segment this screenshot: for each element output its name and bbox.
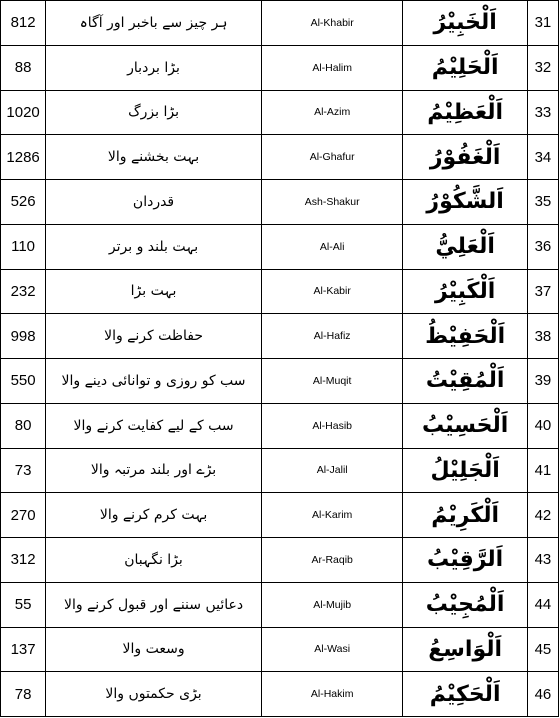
numeric-value-cell: 1286	[1, 135, 46, 180]
row-number-cell: 33	[527, 90, 558, 135]
row-number-cell: 35	[527, 180, 558, 225]
arabic-name-cell: اَلْمُقِيْتُ	[403, 359, 527, 404]
arabic-name-cell: اَلرَّقِيْبُ	[403, 538, 527, 583]
row-number-cell: 34	[527, 135, 558, 180]
row-number-cell: 37	[527, 269, 558, 314]
numeric-value-cell: 270	[1, 493, 46, 538]
arabic-name-cell: اَلْكَبِيْرُ	[403, 269, 527, 314]
numeric-value-cell: 812	[1, 1, 46, 46]
row-number-cell: 44	[527, 582, 558, 627]
table-row	[1, 493, 559, 538]
table-row	[1, 135, 559, 180]
row-number-cell: 36	[527, 224, 558, 269]
arabic-name-cell: اَلْمُجِيْبُ	[403, 582, 527, 627]
table-row	[1, 269, 559, 314]
urdu-meaning-cell: بڑی حکمتوں والا	[46, 672, 262, 717]
table-row	[1, 538, 559, 583]
table-row	[1, 403, 559, 448]
urdu-meaning-cell: سب کو روزی و توانائی دینے والا	[46, 359, 262, 404]
arabic-name-cell: اَلْكَرِيْمُ	[403, 493, 527, 538]
arabic-name-cell: اَلشَّكُوْرُ	[403, 180, 527, 225]
arabic-name-cell: اَلْعَلِيُّ	[403, 224, 527, 269]
urdu-meaning-cell: بہت بخشنے والا	[46, 135, 262, 180]
transliteration-cell: Al-Ghafur	[261, 135, 403, 180]
transliteration-cell: Ash-Shakur	[261, 180, 403, 225]
row-number-cell: 40	[527, 403, 558, 448]
row-number-cell: 31	[527, 1, 558, 46]
urdu-meaning-cell: بڑا بردبار	[46, 45, 262, 90]
numeric-value-cell: 73	[1, 448, 46, 493]
arabic-name-cell: اَلْخَبِيْرُ	[403, 1, 527, 46]
table-row	[1, 180, 559, 225]
urdu-meaning-cell: وسعت والا	[46, 627, 262, 672]
arabic-name-cell: اَلْجَلِيْلُ	[403, 448, 527, 493]
numeric-value-cell: 55	[1, 582, 46, 627]
table-row	[1, 90, 559, 135]
row-number-cell: 39	[527, 359, 558, 404]
urdu-meaning-cell: بڑا نگہبان	[46, 538, 262, 583]
row-number-cell: 43	[527, 538, 558, 583]
numeric-value-cell: 110	[1, 224, 46, 269]
arabic-name-cell: اَلْحَلِيْمُ	[403, 45, 527, 90]
transliteration-cell: Al-Muqit	[261, 359, 403, 404]
transliteration-cell: Al-Kabir	[261, 269, 403, 314]
numeric-value-cell: 998	[1, 314, 46, 359]
transliteration-cell: Al-Hafiz	[261, 314, 403, 359]
urdu-meaning-cell: حفاظت کرنے والا	[46, 314, 262, 359]
table-row	[1, 359, 559, 404]
numeric-value-cell: 1020	[1, 90, 46, 135]
table-row	[1, 224, 559, 269]
table-row	[1, 45, 559, 90]
transliteration-cell: Al-Karim	[261, 493, 403, 538]
transliteration-cell: Al-Halim	[261, 45, 403, 90]
transliteration-cell: Al-Jalil	[261, 448, 403, 493]
urdu-meaning-cell: بہت کرم کرنے والا	[46, 493, 262, 538]
urdu-meaning-cell: بڑا بزرگ	[46, 90, 262, 135]
row-number-cell: 42	[527, 493, 558, 538]
urdu-meaning-cell: سب کے لیے کفایت کرنے والا	[46, 403, 262, 448]
names-table-body	[1, 1, 559, 717]
urdu-meaning-cell: بہت بلند و برتر	[46, 224, 262, 269]
numeric-value-cell: 526	[1, 180, 46, 225]
row-number-cell: 38	[527, 314, 558, 359]
table-row	[1, 1, 559, 46]
arabic-name-cell: اَلْحَفِيْظُ	[403, 314, 527, 359]
numeric-value-cell: 137	[1, 627, 46, 672]
table-row	[1, 627, 559, 672]
table-row	[1, 448, 559, 493]
table-row	[1, 672, 559, 717]
table-row	[1, 314, 559, 359]
numeric-value-cell: 550	[1, 359, 46, 404]
arabic-name-cell: اَلْغَفُوْرُ	[403, 135, 527, 180]
transliteration-cell: Ar-Raqib	[261, 538, 403, 583]
table-row	[1, 582, 559, 627]
numeric-value-cell: 232	[1, 269, 46, 314]
row-number-cell: 32	[527, 45, 558, 90]
transliteration-cell: Al-Khabir	[261, 1, 403, 46]
row-number-cell: 46	[527, 672, 558, 717]
transliteration-cell: Al-Hakim	[261, 672, 403, 717]
urdu-meaning-cell: ہر چیز سے باخبر اور آگاہ	[46, 1, 262, 46]
numeric-value-cell: 80	[1, 403, 46, 448]
urdu-meaning-cell: دعائیں سننے اور قبول کرنے والا	[46, 582, 262, 627]
numeric-value-cell: 312	[1, 538, 46, 583]
arabic-name-cell: اَلْحَسِيْبُ	[403, 403, 527, 448]
transliteration-cell: Al-Hasib	[261, 403, 403, 448]
urdu-meaning-cell: بہت بڑا	[46, 269, 262, 314]
numeric-value-cell: 78	[1, 672, 46, 717]
row-number-cell: 41	[527, 448, 558, 493]
transliteration-cell: Al-Azim	[261, 90, 403, 135]
arabic-name-cell: اَلْوَاسِعُ	[403, 627, 527, 672]
transliteration-cell: Al-Ali	[261, 224, 403, 269]
urdu-meaning-cell: بڑے اور بلند مرتبہ والا	[46, 448, 262, 493]
urdu-meaning-cell: قدردان	[46, 180, 262, 225]
arabic-name-cell: اَلْعَظِيْمُ	[403, 90, 527, 135]
arabic-name-cell: اَلْحَكِيْمُ	[403, 672, 527, 717]
row-number-cell: 45	[527, 627, 558, 672]
transliteration-cell: Al-Wasi	[261, 627, 403, 672]
transliteration-cell: Al-Mujib	[261, 582, 403, 627]
numeric-value-cell: 88	[1, 45, 46, 90]
